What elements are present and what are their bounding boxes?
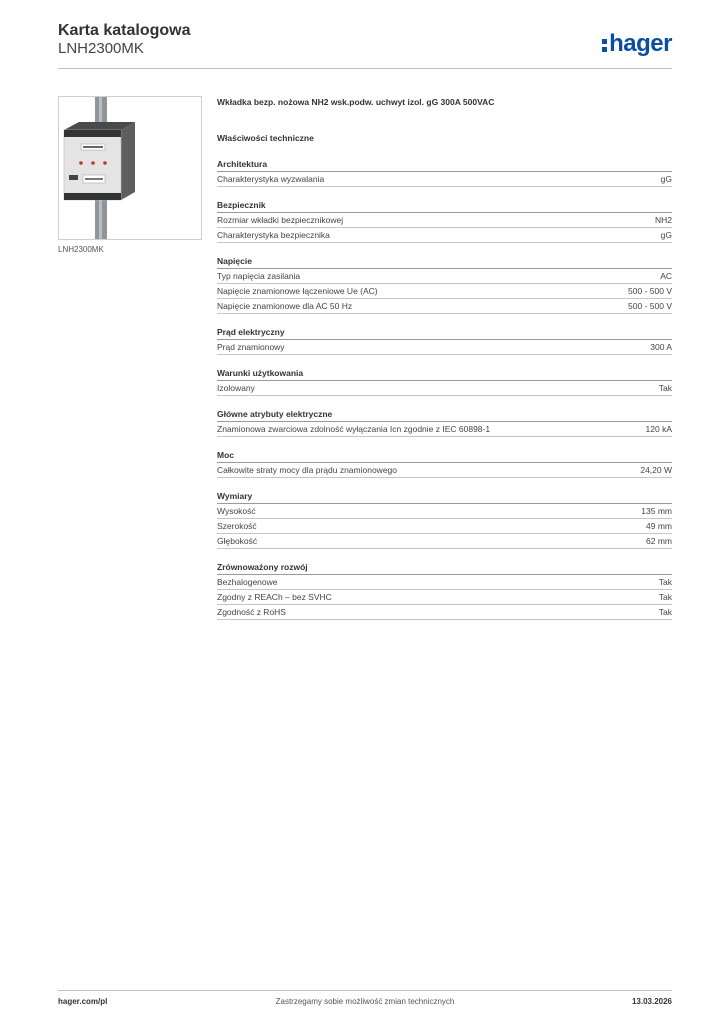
- property-row: [217, 228, 672, 243]
- property-label: Charakterystyka bezpiecznika: [217, 230, 330, 240]
- property-row: [217, 605, 672, 620]
- property-value: gG: [660, 174, 672, 184]
- property-value: Tak: [658, 592, 672, 602]
- property-value: NH2: [654, 215, 672, 225]
- group-title: Zrównoważony rozwój: [217, 561, 672, 575]
- logo-text: hager: [609, 30, 672, 57]
- property-row: [217, 519, 672, 534]
- group-title: Warunki użytkowania: [217, 367, 672, 381]
- property-value: 300 A: [650, 342, 672, 352]
- property-label: Rozmiar wkładki bezpiecznikowej: [217, 215, 344, 225]
- header-divider: [58, 68, 672, 69]
- property-row: [217, 504, 672, 519]
- footer-disclaimer: Zastrzegamy sobie możliwość zmian technicznych: [275, 997, 455, 1006]
- property-label: Znamionowa zwarciowa zdolność wyłączania Icn zgodnie z IEC 60898-1: [217, 424, 491, 434]
- property-label: Charakterystyka wyzwalania: [217, 174, 325, 184]
- property-row: [217, 590, 672, 605]
- property-row: [217, 575, 672, 590]
- group-title: Bezpiecznik: [217, 199, 672, 213]
- property-group: [217, 449, 672, 478]
- property-group: [217, 490, 672, 549]
- product-details: [217, 96, 672, 620]
- property-value: 120 kA: [645, 424, 672, 434]
- property-label: Głębokość: [217, 536, 258, 546]
- property-label: Całkowite straty mocy dla prądu znamionowego: [217, 465, 398, 475]
- property-value: AC: [660, 271, 672, 281]
- property-group: [217, 255, 672, 314]
- property-row: [217, 269, 672, 284]
- footer-divider: [58, 990, 672, 991]
- property-group: [217, 561, 672, 620]
- property-label: Szerokość: [217, 521, 257, 531]
- property-label: Typ napięcia zasilania: [217, 271, 301, 281]
- page-header: [58, 20, 672, 70]
- group-title: Główne atrybuty elektryczne: [217, 408, 672, 422]
- group-title: Architektura: [217, 158, 672, 172]
- group-title: Napięcie: [217, 255, 672, 269]
- property-value: 49 mm: [646, 521, 672, 531]
- product-image-caption: LNH2300MK: [58, 245, 104, 254]
- property-value: 500 - 500 V: [628, 301, 672, 311]
- property-value: Tak: [658, 577, 672, 587]
- group-title: Moc: [217, 449, 672, 463]
- property-row: [217, 340, 672, 355]
- group-title: Wymiary: [217, 490, 672, 504]
- property-row: [217, 463, 672, 478]
- property-row: [217, 213, 672, 228]
- property-label: Napięcie znamionowe dla AC 50 Hz: [217, 301, 353, 311]
- group-title: Prąd elektryczny: [217, 326, 672, 340]
- property-row: [217, 381, 672, 396]
- hager-logo: [602, 30, 672, 58]
- property-value: Tak: [658, 383, 672, 393]
- section-title: Właściwości techniczne: [217, 133, 314, 143]
- property-value: gG: [660, 230, 672, 240]
- property-row: [217, 172, 672, 187]
- property-row: [217, 422, 672, 437]
- website-link[interactable]: hager.com/pl: [58, 997, 108, 1006]
- product-image: [58, 96, 202, 240]
- property-row: [217, 299, 672, 314]
- property-value: 24,20 W: [640, 465, 672, 475]
- document-title: Karta katalogowa: [58, 22, 191, 39]
- property-row: [217, 284, 672, 299]
- property-value: 500 - 500 V: [628, 286, 672, 296]
- property-label: Prąd znamionowy: [217, 342, 285, 352]
- property-row: [217, 534, 672, 549]
- property-label: Bezhalogenowe: [217, 577, 278, 587]
- property-value: 135 mm: [641, 506, 672, 516]
- product-description: Wkładka bezp. nożowa NH2 wsk.podw. uchwyt izol. gG 300A 500VAC: [217, 97, 495, 107]
- property-group: [217, 199, 672, 243]
- property-group: [217, 367, 672, 396]
- fuse-image-icon: [59, 97, 201, 239]
- property-label: Napięcie znamionowe łączeniowe Ue (AC): [217, 286, 378, 296]
- property-group: [217, 326, 672, 355]
- property-label: Wysokość: [217, 506, 256, 516]
- property-label: Zgodność z RoHS: [217, 607, 286, 617]
- footer-date: 13.03.2026: [631, 997, 672, 1006]
- property-group: [217, 408, 672, 437]
- property-groups: [217, 158, 672, 620]
- property-value: 62 mm: [646, 536, 672, 546]
- property-value: Tak: [658, 607, 672, 617]
- property-label: Izolowany: [217, 383, 255, 393]
- property-group: [217, 158, 672, 187]
- logo-dots-icon: [602, 35, 607, 53]
- product-code: LNH2300MK: [58, 40, 144, 57]
- property-label: Zgodny z REACh – bez SVHC: [217, 592, 332, 602]
